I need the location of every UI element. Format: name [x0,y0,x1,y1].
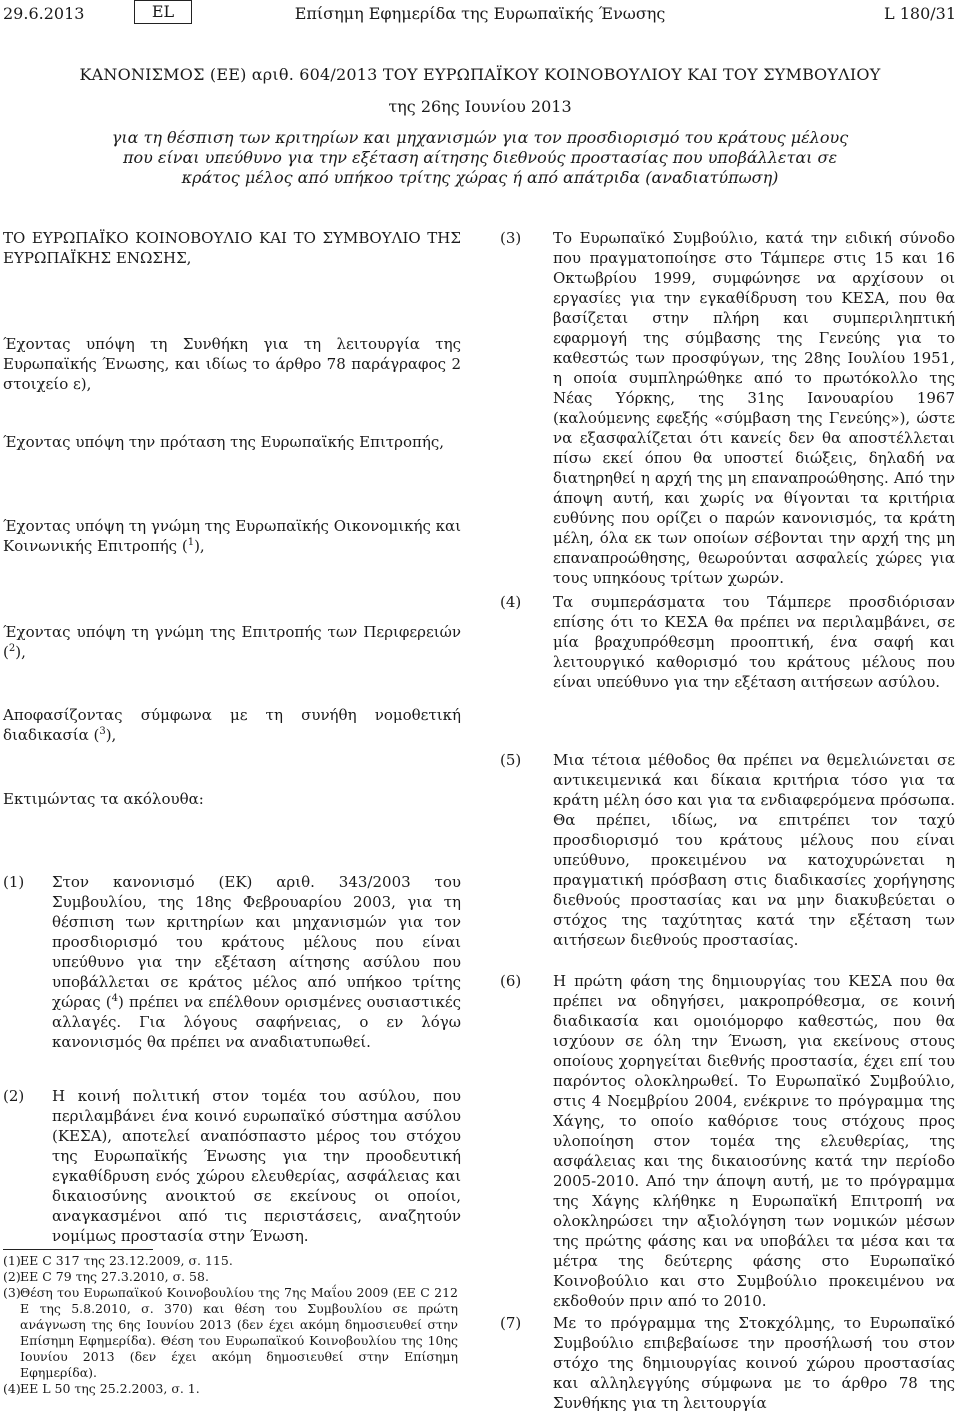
publication-date: 29.6.2013 [3,4,85,23]
footnote-3 [3,1285,458,1381]
regulation-subject: για τη θέσπιση των κριτηρίων και μηχανισμών για τον προσδιορισμό του κράτους μέλους που είναι υπεύθυνο για την εξέταση αίτησης διεθνούς προστασίας που υποβάλλεται σε κράτος μέλος από υπήκοο τρίτης χώρας ή από απάτριδα (αναδιατύπωση) [111,128,849,187]
recital-text: Το Ευρωπαϊκό Συμβούλιο, κατά την ειδική σύνοδο που πραγματοποίησε στο Τάμπερε στις 15 και 16 Οκτωβρίου 1999, συμφώνησε να αρχίσουν οι εργασίες για την εγκαθίδρυση του ΚΕΣΑ, που θα βασίζεται στην πλήρη και συμπεριληπτική εφαρμογή της σύμβασης της Γενεύης για το καθεστώς των προσφύγων, της 28ης Ιουλίου 1951, η οποία συμπληρώθηκε από το πρωτόκολλο της Νέας Υόρκης, της 31ης Ιανουαρίου 1967 (καλούμενης εφεξής «σύμβαση της Γενεύης»), ώστε να εξασφαλίζεται ότι κανείς δεν θα αποστέλλεται πίσω εκεί όπου θα υποστεί διώξεις, δηλαδή να διατηρηθεί η αρχή της μη επαναπροώθησης. Από την άποψη αυτή, και χωρίς να θίγονται τα κριτήρια ευθύνης που ορίζει ο παρών κανονισμός, τα κράτη μέλη, όλα εκ των οποίων σέβονται την αρχή της μη επαναπροώθησης, θεωρούνται ασφαλείς χώρες για τους υπηκόους τρίτων χωρών. [553,229,955,587]
footnote-text: ΕΕ L 50 της 25.2.2003, σ. 1. [20,1381,200,1396]
footnote-1 [3,1253,458,1269]
procedure-text: Αποφασίζοντας σύμφωνα με τη συνήθη νομοθετική διαδικασία ( [3,706,461,744]
page-header [0,0,960,30]
recital-text: Η κοινή πολιτική στον τομέα του ασύλου, που περιλαμβάνει ένα κοινό ευρωπαϊκό σύστημα ασύλου (ΚΕΣΑ), αποτελεί αναπόσπαστο μέρος του στόχου της Ευρωπαϊκής Ένωσης για την προοδευτική εγκαθίδρυση ενός χώρου ελευθερίας, ασφάλειας και δικαιοσύνης ανοικτού σε εκείνους οι οποίοι, αναγκασμένοι από τις περιστάσεις, αναζητούν νομίμως προστασία στην Ένωση. [52,1087,461,1245]
footnote-4 [3,1381,458,1397]
citation-eesc-text: Έχοντας υπόψη τη γνώμη της Ευρωπαϊκής Οικονομικής και Κοινωνικής Επιτροπής ( [3,517,461,555]
recital-number: (2) [3,1087,25,1105]
whereas-heading: Εκτιμώντας τα ακόλουθα: [3,790,204,808]
recital-2 [3,1086,461,1246]
footnote-divider [3,1249,153,1250]
citation-proposal: Έχοντας υπόψη την πρόταση της Ευρωπαϊκής Επιτροπής, [3,433,444,451]
footnote-ref-3[interactable]: 3 [99,726,106,737]
footnote-text: ΕΕ C 79 της 27.3.2010, σ. 58. [20,1269,209,1284]
footnote-ref-2[interactable]: 2 [8,643,16,654]
regulation-date: της 26ης Ιουνίου 2013 [388,97,572,116]
recital-text: Μια τέτοια μέθοδος θα πρέπει να θεμελιώνεται σε αντικειμενικά και δίκαια κριτήρια τόσο για τα κράτη μέλη όσο και για τα ενδιαφερόμενα πρόσωπα. Θα πρέπει, ιδίως, να επιτρέπει τον ταχύ προσδιορισμό του κράτους μέλους που είναι υπεύθυνο, προκειμένου να κατοχυρώνεται η πραγματική πρόσβαση στις διαδικασίες χορήγησης διεθνούς προστασίας και να μην διακυβεύεται ο στόχος της ταχύτητας κατά την εξέταση των αιτήσεων διεθνούς προστασίας. [553,751,955,949]
recital-number: (1) [3,873,25,891]
recital-text: Τα συμπεράσματα του Τάμπερε προσδιόρισαν επίσης ότι το ΚΕΣΑ θα πρέπει να περιλαμβάνει, σε μία βραχυπρόθεσμη προοπτική, ένα σαφή και λειτουργικό καθορισμό του κράτους μέλους που είναι υπεύθυνο για την εξέταση αιτήσεων ασύλου. [553,593,955,691]
footnote-2 [3,1269,458,1285]
citation-eesc-end: ), [194,537,205,555]
recital-3 [500,228,955,588]
page-number: L 180/31 [884,4,956,23]
recital-1-text-a: Στον κανονισμό (ΕΚ) αριθ. 343/2003 του Συμβουλίου, της 18ης Φεβρουαρίου 2003, για τη θέσπιση των κριτηρίων και μηχανισμών για τον προσδιορισμό του κράτους μέλους που είναι υπεύθυνο για την εξέταση αίτησης ασύλου που υποβάλλεται σε κράτος μέλος από υπήκοο τρίτης χώρας ( [52,873,461,1011]
recital-7 [500,1313,955,1413]
institutions-intro: ΤΟ ΕΥΡΩΠΑΪΚΟ ΚΟΙΝΟΒΟΥΛΙΟ ΚΑΙ ΤΟ ΣΥΜΒΟΥΛΙΟ ΤΗΣ ΕΥΡΩΠΑΪΚΗΣ ΕΝΩΣΗΣ, [3,229,461,267]
recital-1 [3,872,461,1052]
footnote-number: (3) [3,1285,21,1300]
recital-1-text-b: ) πρέπει να επέλθουν ορισμένες ουσιαστικές αλλαγές. Για λόγους σαφήνειας, ο εν λόγω κανονισμός θα πρέπει να αναδιατυπωθεί. [52,993,461,1051]
recital-4 [500,592,955,692]
citation-regions [3,622,461,662]
footnote-ref-4[interactable]: 4 [111,993,119,1004]
footnote-number: (1) [3,1253,21,1268]
citation-eesc [3,516,461,556]
recital-5 [500,750,955,950]
recital-number: (3) [500,229,522,247]
citation-regions-text: Έχοντας υπόψη τη γνώμη της Επιτροπής των Περιφερειών ( [3,623,461,661]
footnote-text: Θέση του Ευρωπαϊκού Κοινοβουλίου της 7ης Μαΐου 2009 (ΕΕ C 212 E της 5.8.2010, σ. 370) και θέση του Συμβουλίου σε πρώτη ανάγνωση της 6ης Ιουνίου 2013 (δεν έχει ακόμη δημοσιευθεί στην Επίσημη Εφημερίδα). Θέση του Ευρωπαϊκού Κοινοβουλίου της 10ης Ιουνίου 2013 (δεν έχει ακόμη δημοσιευθεί στην Επίσημη Εφημερίδα). [20,1285,458,1380]
citation-regions-end: ), [15,643,26,661]
recital-text [52,872,461,1052]
footnote-text: ΕΕ C 317 της 23.12.2009, σ. 115. [20,1253,233,1268]
document-title [0,65,960,117]
procedure-clause [3,705,461,745]
regulation-title: ΚΑΝΟΝΙΣΜΟΣ (ΕΕ) αριθ. 604/2013 ΤΟΥ ΕΥΡΩΠΑΪΚΟΥ ΚΟΙΝΟΒΟΥΛΙΟΥ ΚΑΙ ΤΟΥ ΣΥΜΒΟΥΛΙΟΥ [79,65,881,84]
journal-title: Επίσημη Εφημερίδα της Ευρωπαϊκής Ένωσης [294,4,666,23]
footnotes [3,1253,458,1397]
recital-6 [500,971,955,1311]
procedure-end: ), [105,726,117,744]
footnote-number: (2) [3,1269,21,1284]
footnote-number: (4) [3,1381,21,1396]
recital-text: Η πρώτη φάση της δημιουργίας του ΚΕΣΑ που θα πρέπει να οδηγήσει, μακροπρόθεσμα, σε κοινή διαδικασία και ομοιόμορφο καθεστώς, που θα ισχύουν σε όλη την Ένωση, για εκείνους στους οποίους χορηγείται διεθνής προστασία, έχει επί του παρόντος ολοκληρωθεί. Το Ευρωπαϊκό Συμβούλιο, στις 4 Νοεμβρίου 2004, ενέκρινε το πρόγραμμα της Χάγης, το οποίο καθόρισε τους στόχους προς υλοποίηση στον τομέα της ελευθερίας, της ασφάλειας και της δικαιοσύνης κατά την περίοδο 2005-2010. Από την άποψη αυτή, με το πρόγραμμα της Χάγης κλήθηκε η Ευρωπαϊκή Επιτροπή να ολοκληρώσει την αξιολόγηση των νομικών μέσων της πρώτης φάσης και να υποβάλει τα μέσα και τα μέτρα της δεύτερης φάσης στο Ευρωπαϊκό Κοινοβούλιο και στο Συμβούλιο προκειμένου να εκδοθούν πριν από το 2010. [553,972,955,1310]
citation-treaty: Έχοντας υπόψη τη Συνθήκη για τη λειτουργία της Ευρωπαϊκής Ένωσης, και ιδίως το άρθρο 78 παράγραφος 2 στοιχείο ε), [3,335,461,393]
recital-number: (5) [500,751,522,769]
recital-number: (6) [500,972,522,990]
recital-text: Με το πρόγραμμα της Στοκχόλμης, το Ευρωπαϊκό Συμβούλιο επιβεβαίωσε την προσήλωσή του στον στόχο της δημιουργίας κοινού χώρου προστασίας και αλληλεγγύης σύμφωνα με το άρθρο 78 της Συνθήκης για τη λειτουργία [553,1314,955,1412]
footnote-ref-1[interactable]: 1 [187,537,195,548]
recital-number: (7) [500,1314,522,1332]
recital-number: (4) [500,593,522,611]
language-badge: EL [134,0,192,24]
